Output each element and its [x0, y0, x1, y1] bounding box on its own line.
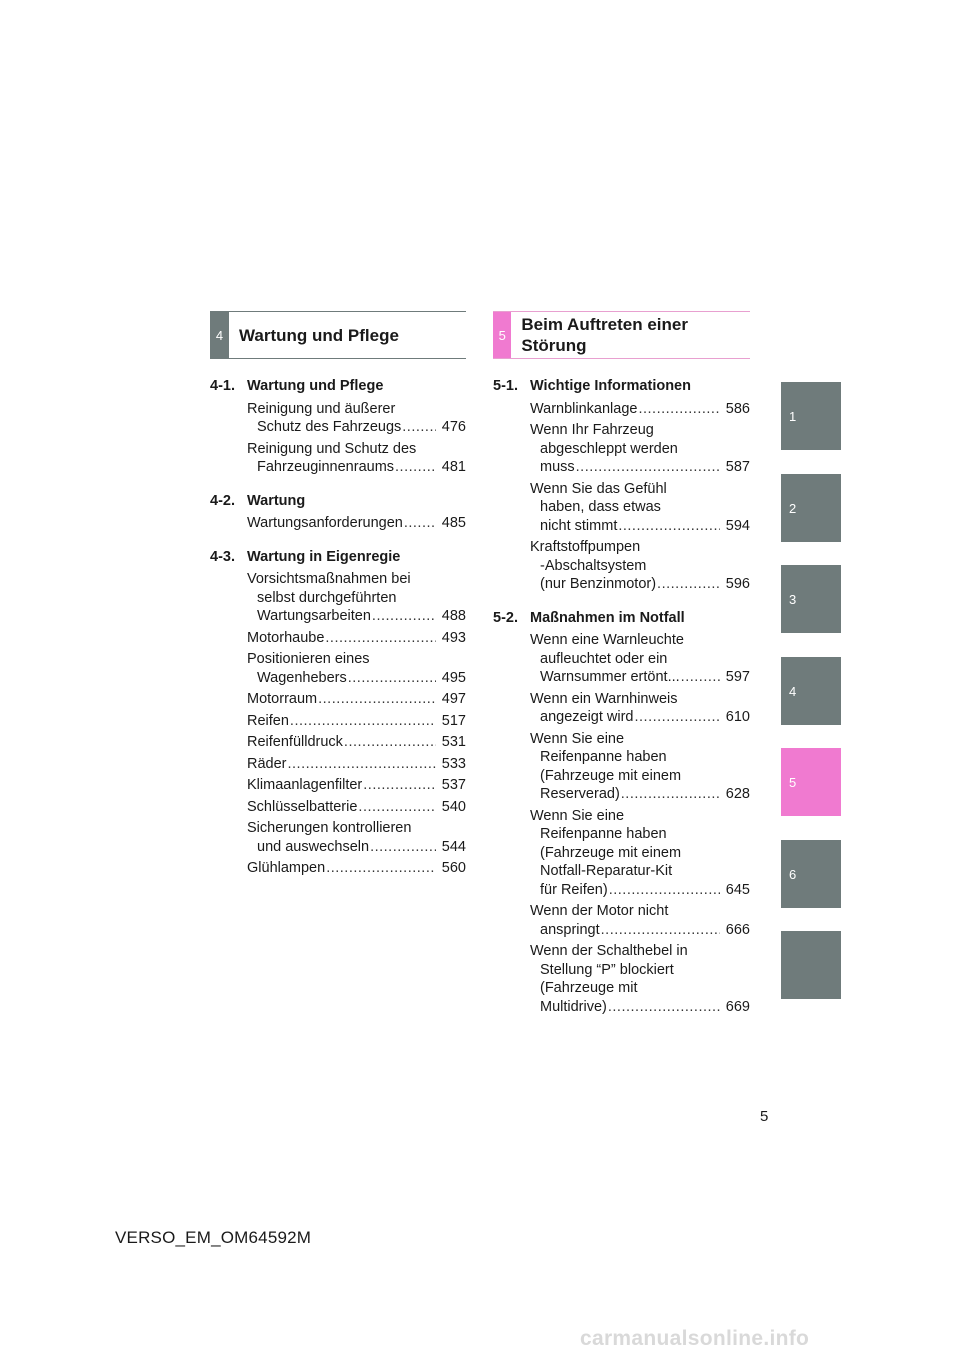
toc-entry-text: aufleuchtet oder ein [540, 650, 668, 667]
toc-entry-line [530, 785, 750, 804]
toc-page-number: 586 [725, 400, 750, 417]
toc-page-number: 669 [725, 998, 750, 1015]
toc-page-number: 485 [441, 515, 466, 531]
toc-entry[interactable] [247, 712, 466, 731]
toc-entry-line [530, 517, 750, 536]
section-title: Wartung und Pflege [239, 325, 399, 345]
toc-entry-text: Wenn der Schalthebel in [530, 943, 688, 959]
toc-page-number: 481 [441, 459, 466, 475]
toc-entry-text: Wartungsarbeiten [257, 608, 371, 624]
dot-leader [618, 517, 720, 536]
dot-leader [609, 881, 720, 900]
toc-page-number: 517 [441, 712, 466, 729]
dot-leader [290, 712, 436, 731]
toc-page-number: 495 [441, 669, 466, 686]
toc-page-number: 628 [725, 786, 750, 802]
chapter-tab-4[interactable] [781, 657, 841, 725]
toc-page-number: 597 [725, 669, 750, 685]
toc-entry[interactable] [247, 776, 466, 795]
toc-entry-line [247, 819, 466, 838]
toc-entry-text: angezeigt wird [540, 709, 634, 725]
dot-leader [657, 575, 720, 594]
toc-entry-text: Warnsummer ertönt... [540, 669, 680, 685]
toc-group-title [210, 377, 466, 396]
chapter-tab-index[interactable] [781, 931, 841, 999]
toc-entry-text: Wagenhebers [257, 669, 347, 686]
toc-entry-text: (Fahrzeuge mit einem [540, 767, 682, 784]
toc-page-number: 531 [441, 734, 466, 750]
toc-page-number: 594 [725, 517, 750, 534]
dot-leader [402, 418, 436, 437]
toc-entry-line [247, 514, 466, 533]
toc-entry-text: Motorraum [247, 691, 318, 707]
toc-entry-line [247, 418, 466, 437]
toc-page-number: 596 [725, 576, 750, 592]
toc-entry[interactable] [530, 807, 750, 900]
dot-leader [404, 514, 436, 533]
toc-page-number: 560 [441, 860, 466, 876]
page-number: 5 [760, 1108, 769, 1125]
toc-entry-text: Notfall-Reparatur-Kit [540, 863, 673, 879]
toc-entry[interactable] [247, 819, 466, 856]
toc-entry[interactable] [247, 629, 466, 648]
toc-entry-text: Wenn Ihr Fahrzeug [530, 422, 654, 438]
section-number-badge: 4 [210, 312, 229, 358]
toc-entry-line [530, 961, 750, 980]
chapter-tab-label: 1 [789, 409, 797, 424]
dot-leader [344, 733, 436, 752]
dot-leader [288, 755, 437, 774]
toc-entry-text: Wenn Sie eine [530, 807, 625, 824]
toc-entry-text: Motorhaube [247, 629, 325, 646]
dot-leader [326, 859, 436, 878]
toc-entry-line [530, 730, 750, 749]
dot-leader [372, 607, 436, 626]
toc-entry-line [530, 979, 750, 998]
toc-page-number: 645 [725, 881, 750, 898]
dot-leader [638, 400, 720, 419]
toc-entry-line [530, 690, 750, 709]
toc-entry-text: anspringt [540, 921, 600, 938]
toc-entry-text: Wenn eine Warnleuchte [530, 632, 684, 648]
dot-leader [608, 998, 720, 1017]
toc-group [210, 492, 466, 533]
toc-entry-text: Stellung “P” blockiert [540, 961, 674, 978]
toc-entry-text: Räder [247, 755, 287, 772]
chapter-tab-2[interactable] [781, 474, 841, 542]
chapter-tab-label: 6 [789, 866, 797, 882]
toc-entry-text: Kraftstoffpumpen [530, 539, 641, 555]
toc-entry[interactable] [247, 690, 466, 709]
dot-leader [395, 458, 436, 477]
document-code: VERSO_EM_OM64592M [115, 1228, 312, 1247]
toc-group [210, 548, 466, 878]
toc-entry-text: Wenn Sie eine [530, 730, 625, 747]
toc-entry-line [247, 859, 466, 878]
toc-entry-line [530, 902, 750, 921]
toc-entry-line [530, 708, 750, 727]
toc-entry[interactable] [247, 440, 466, 477]
toc-entry-text: Glühlampen [247, 860, 326, 876]
toc-entry[interactable] [530, 942, 750, 1016]
dot-leader [621, 785, 720, 804]
toc-entry-line [530, 807, 750, 826]
toc-entry-line [530, 921, 750, 940]
toc-entry-text: abgeschleppt werden [540, 440, 678, 457]
toc-entry-text: (nur Benzinmotor) [540, 576, 657, 592]
toc-entry-line [530, 557, 750, 576]
chapter-tab-1[interactable] [781, 382, 841, 450]
toc-entry-text: Sicherungen kontrollieren [247, 820, 412, 836]
toc-entry-text: Warnblinkanlage [530, 400, 638, 417]
toc-entry-line [530, 421, 750, 440]
toc-entry-text: Wenn ein Warnhinweis [530, 690, 678, 707]
toc-entry-line [247, 458, 466, 477]
toc-entry-line [530, 538, 750, 557]
toc-entry-line [247, 733, 466, 752]
toc-entry[interactable] [530, 480, 750, 536]
toc-page-number: 476 [441, 419, 466, 435]
dot-leader [681, 668, 720, 687]
toc-entry[interactable] [247, 570, 466, 626]
toc-entry-text: Schutz des Fahrzeugs [257, 419, 402, 435]
dot-leader [348, 669, 436, 688]
toc-group-number: 5-1. [493, 378, 518, 394]
toc-group-title [493, 377, 750, 396]
section-header-4 [210, 311, 466, 359]
toc-column-section-5 [493, 377, 750, 1031]
toc-group-label: Wichtige Informationen [530, 378, 691, 394]
toc-entry-line [530, 650, 750, 669]
toc-entry-text: Reinigung und Schutz des [247, 440, 417, 457]
toc-entry-line [530, 480, 750, 499]
toc-entry-line [530, 748, 750, 767]
toc-entry[interactable] [530, 421, 750, 477]
toc-entry-line [247, 650, 466, 669]
toc-entry-text: Klimaanlagenfilter [247, 777, 363, 793]
toc-entry-text: nicht stimmt [540, 517, 618, 534]
toc-entry-line [530, 668, 750, 687]
toc-entry-line [530, 942, 750, 961]
toc-entry-line [530, 998, 750, 1017]
toc-page-number: 610 [725, 709, 750, 725]
toc-group [493, 377, 750, 594]
toc-entry-text: Wenn Sie das Gefühl [530, 480, 667, 497]
toc-entry-line [247, 570, 466, 589]
toc-entry-text: Reserverad) [540, 786, 620, 802]
chapter-tab-label: 2 [789, 500, 797, 516]
toc-entry-line [247, 629, 466, 648]
toc-entry-line [247, 798, 466, 817]
toc-entry-line [247, 712, 466, 731]
toc-entry-text: für Reifen) [540, 881, 608, 898]
toc-entry-line [530, 844, 750, 863]
toc-entry[interactable] [530, 400, 750, 419]
section-title: Beim Auftreten einer Störung [521, 315, 688, 355]
toc-page-number: 533 [441, 755, 466, 772]
toc-entry-text: Reifenfülldruck [247, 734, 343, 750]
toc-entry-text: muss [540, 459, 575, 475]
dot-leader [370, 838, 436, 857]
toc-entry-line [247, 589, 466, 608]
dot-leader [363, 776, 436, 795]
toc-entry[interactable] [247, 650, 466, 687]
toc-entry-line [530, 862, 750, 881]
toc-group-number: 4-1. [210, 378, 235, 394]
toc-entry[interactable] [530, 730, 750, 804]
dot-leader [601, 921, 720, 940]
toc-entry[interactable] [247, 755, 466, 774]
toc-group-title [210, 492, 466, 511]
toc-entry-text: Positionieren eines [247, 651, 370, 667]
toc-entry[interactable] [530, 631, 750, 687]
toc-page-number: 537 [441, 777, 466, 793]
toc-entry-text: Vorsichtsmaßnahmen bei [247, 571, 411, 587]
toc-entry-text: selbst durchgeführten [257, 589, 397, 606]
chapter-tab-label: 4 [789, 683, 797, 699]
watermark: carmanualsonline.info [580, 1327, 810, 1350]
toc-group-label: Wartung [247, 492, 306, 509]
toc-entry-text: -Abschaltsystem [540, 557, 647, 574]
toc-entry-line [247, 400, 466, 419]
toc-entry[interactable] [247, 400, 466, 437]
chapter-tab-5[interactable] [781, 748, 841, 816]
toc-entry-line [530, 825, 750, 844]
toc-column-section-4 [210, 377, 466, 893]
toc-entry-text: haben, dass etwas [540, 499, 661, 515]
toc-group-label: Wartung in Eigenregie [247, 548, 401, 565]
toc-entry-text: Wenn der Motor nicht [530, 903, 669, 919]
toc-entry[interactable] [247, 514, 466, 533]
toc-group-number: 4-2. [210, 492, 235, 509]
toc-group-label: Maßnahmen im Notfall [530, 609, 685, 626]
dot-leader [318, 690, 436, 709]
toc-entry[interactable] [530, 690, 750, 727]
toc-entry-line [247, 440, 466, 459]
dot-leader [325, 629, 436, 648]
toc-group-title [493, 609, 750, 628]
toc-entry[interactable] [247, 859, 466, 878]
toc-entry-text: Reinigung und äußerer [247, 400, 396, 417]
toc-entry-line [530, 881, 750, 900]
toc-entry-line [530, 400, 750, 419]
toc-page-number: 666 [725, 921, 750, 938]
toc-group-label: Wartung und Pflege [247, 378, 384, 394]
toc-entry-text: Wartungsanforderungen [247, 515, 403, 531]
toc-entry-text: und auswechseln [257, 838, 370, 855]
toc-entry-line [530, 575, 750, 594]
dot-leader [635, 708, 721, 727]
toc-entry-line [247, 776, 466, 795]
toc-page-number: 587 [725, 459, 750, 475]
toc-entry-line [530, 458, 750, 477]
toc-entry[interactable] [247, 733, 466, 752]
toc-page-number: 493 [441, 629, 466, 646]
toc-group-number: 5-2. [493, 609, 518, 626]
toc-entry-line [247, 669, 466, 688]
toc-entry-line [247, 690, 466, 709]
toc-entry-line [530, 440, 750, 459]
toc-entry-line [247, 838, 466, 857]
toc-entry-text: Multidrive) [540, 998, 607, 1015]
toc-page-number: 544 [441, 838, 466, 855]
toc-entry[interactable] [247, 798, 466, 817]
toc-group [210, 377, 466, 477]
toc-page-number: 488 [441, 608, 466, 624]
section-number-badge: 5 [493, 312, 511, 358]
toc-entry-text: Schlüsselbatterie [247, 798, 358, 815]
toc-entry-text: Reifenpanne haben [540, 749, 667, 765]
chapter-tab-6[interactable] [781, 840, 841, 908]
chapter-tab-label: 3 [789, 592, 797, 607]
toc-entry[interactable] [530, 538, 750, 594]
toc-group [493, 609, 750, 1017]
toc-entry-text: (Fahrzeuge mit [540, 980, 638, 996]
toc-entry-line [530, 767, 750, 786]
toc-entry-line [530, 631, 750, 650]
toc-entry-text: Reifen [247, 712, 289, 729]
toc-entry-line [247, 755, 466, 774]
toc-group-title [210, 548, 466, 567]
toc-entry[interactable] [530, 902, 750, 939]
dot-leader [358, 798, 436, 817]
chapter-tab-label: 5 [789, 775, 797, 790]
dot-leader [576, 458, 720, 477]
toc-entry-text: Fahrzeuginnenraums [257, 459, 395, 475]
toc-page-number: 540 [441, 798, 466, 815]
toc-entry-line [530, 498, 750, 517]
toc-entry-text: (Fahrzeuge mit einem [540, 844, 682, 861]
toc-group-number: 4-3. [210, 548, 235, 565]
toc-entry-text: Reifenpanne haben [540, 826, 667, 842]
toc-entry-line [247, 607, 466, 626]
toc-page-number: 497 [441, 691, 466, 707]
section-header-5 [493, 311, 750, 359]
chapter-tab-3[interactable] [781, 565, 841, 633]
